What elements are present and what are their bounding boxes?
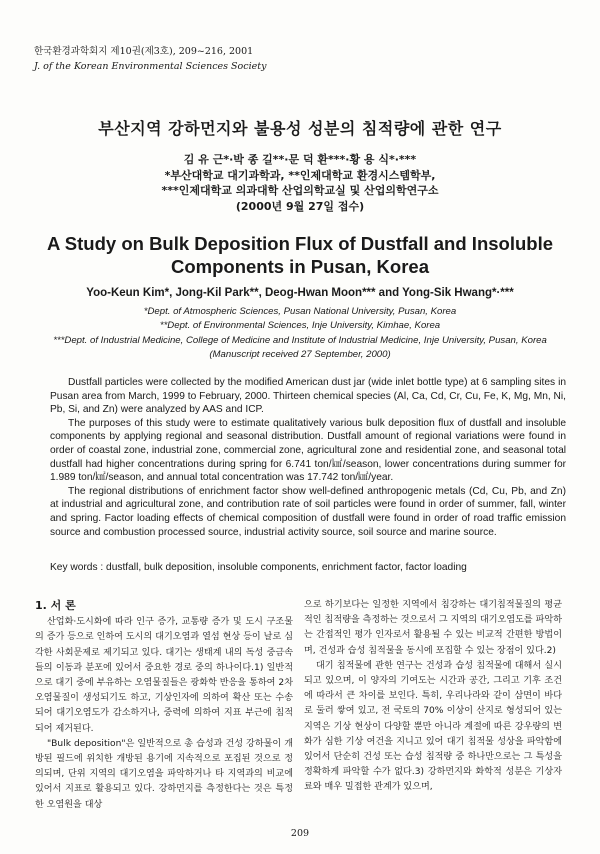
journal-header [34,44,266,74]
keywords: Key words : dustfall, bulk deposition, insoluble components, enrichment factor, factor loading [50,562,467,573]
title-en-line1: A Study on Bulk Deposition Flux of Dustfall and Insoluble [46,233,553,254]
affiliation-en-2: **Dept. of Environmental Sciences, Inje University, Kimhae, Korea [159,320,441,332]
section-heading-introduction: 1. 서 론 [35,599,76,612]
received-date-kr: (2000년 9월 27일 접수) [235,199,365,213]
author-names-en: Yoo-Keun Kim*, Jong-Kil Park**, Deog-Hwan Moon*** and Yong-Sik Hwang*·*** [86,287,514,299]
author-names-kr: 김 유 근*·박 종 길**·문 덕 환***·황 용 식*·*** [183,153,417,166]
journal-name-en: J. of the Korean Environmental Sciences Society [34,61,267,72]
affiliation-en-3: ***Dept. of Industrial Medicine, College of Medicine and Institute of Industrial Medicine, Inje University, Pusan, Korea [53,334,547,346]
affiliation-kr-2: ***인제대학교 의과대학 산업의학교실 및 산업의학연구소 [161,184,439,197]
title-korean: 부산지역 강하먼지와 불용성 성분의 침적량에 관한 연구 [98,119,502,138]
affiliation-en-1: *Dept. of Atmospheric Sciences, Pusan National University, Pusan, Korea [143,306,457,317]
manuscript-received: (Manuscript received 27 September, 2000) [209,349,391,361]
abstract-paragraph-3: The regional distributions of enrichment factor show well-defined anthropogenic metals (Cd, Cu, Pb, and Zn) at industrial and agricultural zone, and contribution rate of soil particles were found in order of summer, fall, winter and spring. Factor loading effects of chemical composition of dustfall were found in order of road traffic emission source and combustion processed source, industrial activity source, soil source and marine source. [50,485,566,538]
journal-citation-kr: 한국환경과학회지 제10권(제3호), 209~216, 2001 [34,46,254,57]
authors-korean-block [0,152,600,214]
body-right-column [304,598,562,796]
body-paragraph: 으로 하기보다는 일정한 지역에서 침강하는 대기침적물질의 평균적인 침적량을 측정하는 것으로서 그 지역의 대기오염도를 파악하는 간접적인 평가 인자로서 활용될 수 있는 비교적 간편한 방법이며, 건성과 습성 침적물을 동시에 포집할 수 있는 장점이 있다.2) [304,600,562,656]
title-en-line2: Components in Pusan, Korea [170,256,429,277]
abstract-paragraph-2: The purposes of this study were to estimate qualitatively various bulk deposition flux of dustfall and insoluble components by applying regional and seasonal distribution. Dustfall amount of regional variations were found in order of coastal zone, industrial zone, commercial zone, agricultural zone and residential zone, and seasonal total dustfall had higher concentrations during spring for 6.741 ton/㎢/season, lower concentrations during summer for 1.989 ton/㎢/season, and annual total concentration was 17.742 ton/㎢/year. [50,417,566,484]
body-paragraph: 산업화·도시화에 따라 인구 증가, 교통량 증가 및 도시 구조물의 증가 등으로 인하여 도시의 대기오염과 열섬 현상 등이 날로 심각한 사회문제로 제기되고 있다. 대기는 생태계 내의 독성 중금속들의 이동과 분포에 있어서 중요한 경로 중의 하나이다.1) 일반적으로 대기 중에 부유하는 오염물질들은 광화학 반응을 통하여 2차 오염물질이 생성되기도 하고, 기상인자에 의하여 확산 또는 수송되어 대기오염도가 감소하거나, 중력에 의하여 지표 부근에 침적되어 제거된다. [35,617,293,734]
title-english [0,232,600,278]
body-paragraph: "Bulk deposition"은 일반적으로 총 습성과 건성 강하물이 개방된 필드에 위치한 개방된 용기에 지속적으로 포집된 것으로 정의되며, 단위 지역의 대기오염을 파악하거나 타 지역과의 비교에 있어서 지표로 활용되고 있다. 강하먼지를 측정한다는 것은 특정한 오염원을 대상 [35,738,293,810]
body-paragraph: 대기 침적물에 관한 연구는 건성과 습성 침적물에 대해서 실시되고 있으며, 이 양자의 기여도는 시간과 공간, 그리고 기후 조건에 따라서 큰 차이를 보인다. 특히, 우리나라와 같이 삼면이 바다로 둘러 쌓여 있고, 전 국토의 70% 이상이 산지로 형성되어 있는 지역은 기상 현상이 다양할 뿐만 아니라 계절에 따른 강우량의 변화가 심한 기상 여건을 지니고 있어 대기 침적물 성상을 파악함에 있어서 단순히 건성 또는 습성 침적량 중 하나만으로는 그 특성을 정확하게 파악할 수가 없다.3) 강하먼지와 화학적 성분은 기상자료와 매우 밀접한 관계가 있으며, [304,660,562,793]
body-left-column [35,598,293,813]
page-number: 209 [290,828,310,839]
abstract-paragraph-1: Dustfall particles were collected by the modified American dust jar (wide inlet bottle type) at 6 sampling sites in Pusan area from March, 1999 to February, 2000. Thirteen chemical species (Al, Ca, Cd, Cr, Cu, Fe, K, Mg, Mn, Ni, Pb, Si, and Zn) were analyzed by AAS and ICP. [50,377,566,416]
affiliations-en [0,305,600,363]
abstract [50,376,566,539]
affiliation-kr-1: *부산대학교 대기과학과, **인제대학교 환경시스템학부, [164,168,436,182]
